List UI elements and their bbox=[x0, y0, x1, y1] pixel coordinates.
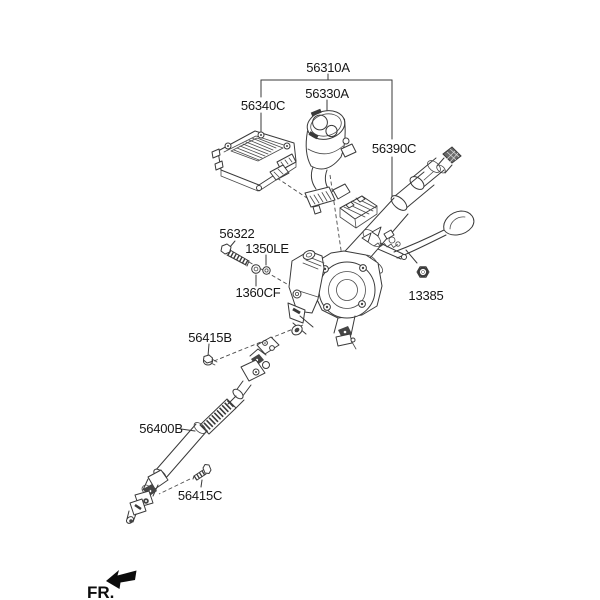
bolt-56415c-art bbox=[193, 465, 211, 481]
part-label-13385: 13385 bbox=[408, 288, 444, 303]
part-label-56415B: 56415B bbox=[188, 330, 232, 345]
part-label-56330A: 56330A bbox=[305, 86, 349, 101]
bolt-56415b-art bbox=[203, 355, 217, 365]
part-label-56310A: 56310A bbox=[306, 60, 350, 75]
assembly-dashed-lines bbox=[159, 175, 346, 494]
part-label-1350LE: 1350LE bbox=[245, 241, 289, 256]
nut-13385-art bbox=[417, 267, 429, 277]
motor-pump-art bbox=[304, 107, 356, 214]
washer-1360cf-art bbox=[252, 265, 261, 274]
gear-housing-art bbox=[288, 249, 382, 349]
front-marker-label: FR. bbox=[87, 583, 115, 600]
part-label-56415C: 56415C bbox=[177, 488, 223, 503]
part-label-56340C: 56340C bbox=[240, 98, 286, 113]
part-label-56390C: 56390C bbox=[371, 141, 417, 156]
part-label-1360CF: 1360CF bbox=[235, 285, 281, 300]
part-label-56322: 56322 bbox=[219, 226, 255, 241]
washer-1350le-art bbox=[263, 267, 270, 274]
part-label-56400B: 56400B bbox=[139, 421, 183, 436]
